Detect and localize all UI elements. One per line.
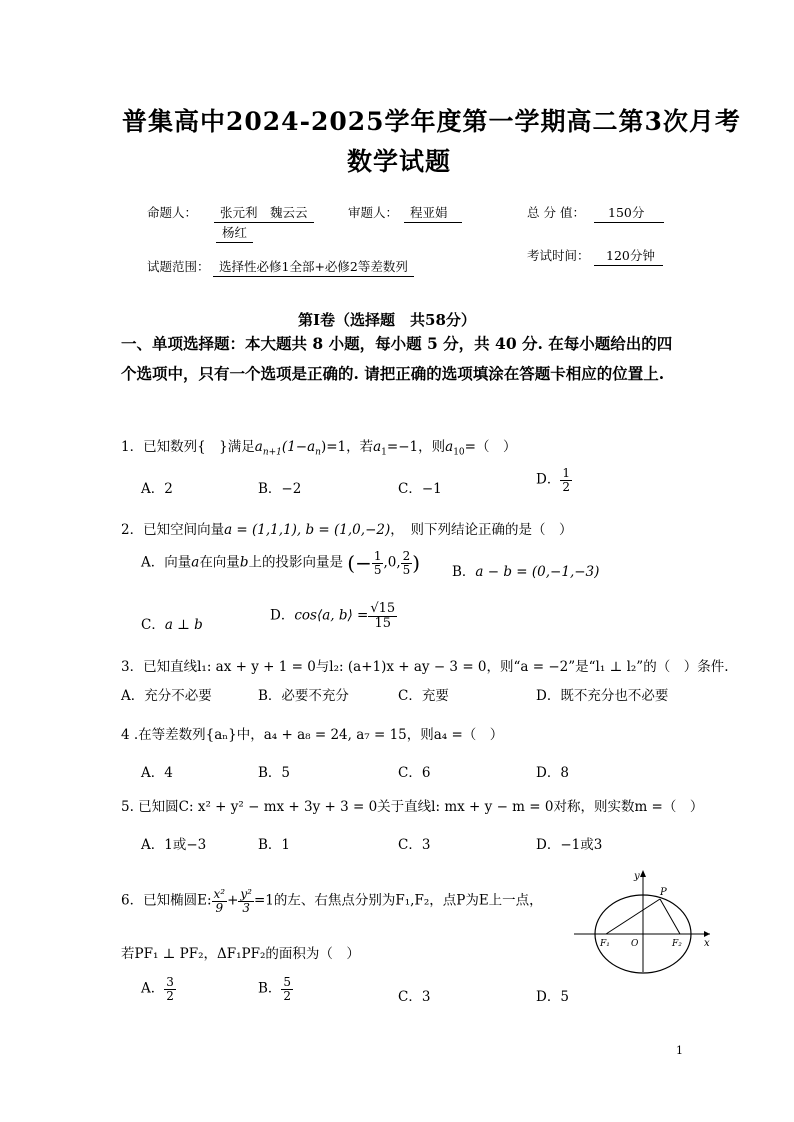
scope-value bbox=[213, 257, 414, 277]
time-amount: 120分钟 bbox=[594, 246, 663, 266]
q2-option-c bbox=[141, 613, 203, 633]
q2-a-text2: 在向量 bbox=[199, 554, 240, 571]
q1-text-f: )=1，若 bbox=[320, 439, 374, 455]
q2-d-den: 15 bbox=[374, 615, 392, 631]
q6-option-c: C．3 bbox=[398, 989, 431, 1005]
author-label: 命题人： bbox=[147, 205, 198, 220]
q1-option-d-fraction bbox=[560, 467, 572, 493]
q1-sub-1: 1 bbox=[381, 447, 387, 458]
author-value-2 bbox=[216, 223, 253, 243]
q1-d-den: 2 bbox=[562, 479, 570, 494]
q2-a-frac1 bbox=[372, 550, 384, 576]
q2-option-d bbox=[270, 602, 397, 630]
q2-a-vec-a: a bbox=[191, 554, 200, 571]
q6-a-num: 3 bbox=[166, 975, 174, 989]
q6-b-frac bbox=[281, 976, 293, 1002]
q1-var-a1: a bbox=[373, 439, 382, 455]
author-names: 张元利 魏云云 bbox=[214, 203, 314, 223]
q1-option-c: C．−1 bbox=[398, 481, 442, 497]
q2-a-vec-b: b bbox=[239, 554, 249, 571]
q6-option-b bbox=[258, 976, 293, 1002]
part1-heading: 第Ⅰ卷（选择题 共58分） bbox=[298, 311, 476, 329]
q2-d-num: √15 bbox=[370, 601, 396, 616]
line-pf2 bbox=[660, 899, 680, 934]
score-label: 总 分 值： bbox=[527, 205, 585, 220]
q1-sub-10: 10 bbox=[453, 447, 465, 458]
q1-expr: (1−a bbox=[281, 439, 316, 455]
section1-instructions: 一、单项选择题：本大题共 8 小题，每小题 5 分，共 40 分. 在每小题给出的四个选项中，只有一个选项是正确的. 请把正确的选项填涂在答题卡相应的位置上. bbox=[121, 334, 673, 383]
q2-stem-tail: ， 则下列结论正确的是（ ） bbox=[390, 522, 573, 538]
q2-b-prefix: B． bbox=[452, 564, 476, 580]
q1-sub-n1: n+1 bbox=[262, 447, 282, 458]
q2-d-frac bbox=[368, 602, 397, 630]
score-value bbox=[594, 203, 664, 223]
q6-nine: 9 bbox=[215, 900, 224, 915]
q5-option-b: B．1 bbox=[258, 837, 291, 853]
q5-option-d: D．−1或3 bbox=[536, 837, 603, 853]
q6-stem-a: 6．已知椭圆E: bbox=[121, 892, 212, 909]
q2-a-text1: A．向量 bbox=[141, 554, 192, 571]
q2-a-d2: 5 bbox=[402, 562, 411, 577]
author-name-2: 杨红 bbox=[216, 223, 253, 243]
q1-option-d bbox=[536, 467, 572, 493]
q2-a-mid: ,0, bbox=[383, 554, 401, 571]
q1-var-a: a bbox=[254, 439, 263, 455]
label-y: y bbox=[634, 871, 640, 882]
label-o: O bbox=[631, 939, 639, 949]
q6-a-frac bbox=[164, 976, 176, 1002]
q4-option-b: B．5 bbox=[258, 765, 291, 781]
q1-d-num: 1 bbox=[562, 466, 570, 480]
q1-text-l: =（ ） bbox=[464, 439, 517, 455]
page-number: 1 bbox=[676, 1044, 683, 1057]
q3-option-a: A．充分不必要 bbox=[121, 688, 212, 704]
time-value bbox=[594, 246, 663, 266]
q1-option-a: A．2 bbox=[141, 481, 173, 497]
y-axis-arrow bbox=[640, 870, 646, 877]
q2-a-rparen: ) bbox=[412, 551, 421, 576]
q1-text-a: 1．已知数列{ }满足 bbox=[121, 439, 255, 455]
q6-three: 3 bbox=[242, 900, 250, 915]
scope-text: 选择性必修1全部+必修2等差数列 bbox=[213, 257, 414, 277]
q6-b-den: 2 bbox=[283, 988, 292, 1003]
q2-b-expr: a − b = (0,−1,−3) bbox=[475, 564, 600, 580]
q5-option-a: A．1或−3 bbox=[141, 837, 207, 853]
q3-option-b: B．必要不充分 bbox=[258, 688, 349, 704]
reviewer-value bbox=[404, 203, 462, 223]
q1-option-b: B．−2 bbox=[258, 481, 302, 497]
q2-vectors: a = (1,1,1), b = (1,0,−2) bbox=[224, 522, 391, 538]
q6-b-prefix: B． bbox=[258, 980, 282, 997]
line-pf1 bbox=[606, 899, 660, 934]
q6-y2: y² bbox=[240, 887, 252, 901]
q3-option-d: D．既不充分也不必要 bbox=[536, 688, 669, 704]
q4-option-c: C．6 bbox=[398, 765, 431, 781]
q6-option-d: D．5 bbox=[536, 989, 569, 1005]
q6-a-prefix: A． bbox=[141, 980, 165, 997]
q6-frac-y bbox=[238, 888, 254, 914]
q2-c-prefix: C． bbox=[141, 617, 165, 633]
q2-a-n1: 1 bbox=[373, 549, 382, 563]
question-4-stem: 4 .在等差数列{aₙ}中，a₄ + a₈ = 24, a₇ = 15，则a₄ =（ ） bbox=[121, 727, 504, 743]
q1-option-d-prefix: D． bbox=[536, 471, 561, 488]
question-2-stem bbox=[121, 518, 572, 538]
q2-a-d1: 5 bbox=[373, 562, 382, 577]
page-title-line2: 数学试题 bbox=[347, 147, 452, 176]
scope-label: 试题范围： bbox=[147, 259, 210, 274]
q4-option-d: D．8 bbox=[536, 765, 569, 781]
q6-frac-x bbox=[212, 888, 228, 914]
q1-text-i: =−1，则 bbox=[386, 439, 446, 455]
q6-stem-b: =1的左、右焦点分别为F₁,F₂，点P为E上一点， bbox=[253, 892, 543, 909]
label-f2: F₂ bbox=[672, 939, 682, 949]
q2-option-a bbox=[141, 550, 420, 576]
q1-var-a10: a bbox=[445, 439, 454, 455]
ellipse-figure bbox=[574, 866, 714, 976]
time-label: 考试时间： bbox=[527, 248, 590, 263]
label-f1: F₁ bbox=[600, 939, 610, 949]
x-axis-arrow bbox=[704, 931, 710, 937]
q4-option-a: A．4 bbox=[141, 765, 173, 781]
q1-sub-n: n bbox=[315, 447, 321, 458]
q2-a-lparen: (− bbox=[347, 551, 372, 576]
q2-c-expr: a ⊥ b bbox=[164, 617, 203, 633]
q2-a-text3: 上的投影向量是 bbox=[248, 554, 343, 571]
question-1-stem bbox=[121, 435, 516, 458]
page-title-line1: 普集高中2024-2025学年度第一学期高二第3次月考 bbox=[122, 107, 741, 136]
q6-a-den: 2 bbox=[166, 988, 174, 1003]
q2-d-prefix: D． bbox=[270, 607, 295, 624]
question-5-stem: 5. 已知圆C: x² + y² − mx + 3y + 3 = 0关于直线l: mx + y − m = 0对称，则实数m =（ ） bbox=[121, 799, 704, 815]
question-3-stem: 3．已知直线l₁: ax + y + 1 = 0与l₂: (a+1)x + ay − 3 = 0，则“a = −2”是“l₁ ⊥ l₂”的（ ）条件. bbox=[121, 659, 729, 675]
label-p: P bbox=[660, 887, 667, 898]
q6-x2: x² bbox=[213, 887, 226, 901]
q6-option-a bbox=[141, 976, 176, 1002]
question-6-line2: 若PF₁ ⊥ PF₂，ΔF₁PF₂的面积为（ ） bbox=[121, 946, 360, 962]
q6-b-num: 5 bbox=[283, 975, 292, 989]
q2-stem-text: 2．已知空间向量 bbox=[121, 522, 225, 538]
q3-option-c: C．充要 bbox=[398, 688, 449, 704]
author-value bbox=[214, 203, 314, 223]
label-x: x bbox=[704, 938, 710, 949]
reviewer-label: 审题人： bbox=[348, 205, 399, 220]
score-amount: 150分 bbox=[594, 203, 664, 223]
q5-option-c: C．3 bbox=[398, 837, 431, 853]
q2-a-n2: 2 bbox=[402, 549, 411, 563]
question-6-stem: 6．已知椭圆E: $\frac{\text{x²}}{9}$ + $\frac{\text{y²}}{3}$ =1的左、右焦点分别为F₁,F₂，点P为E上一点， bbox=[121, 887, 543, 915]
reviewer-name: 程亚娟 bbox=[404, 203, 462, 223]
q2-a-frac2 bbox=[401, 550, 413, 576]
q2-d-expr: cos⟨a, b⟩ = bbox=[294, 607, 369, 624]
q2-option-b bbox=[452, 560, 599, 580]
